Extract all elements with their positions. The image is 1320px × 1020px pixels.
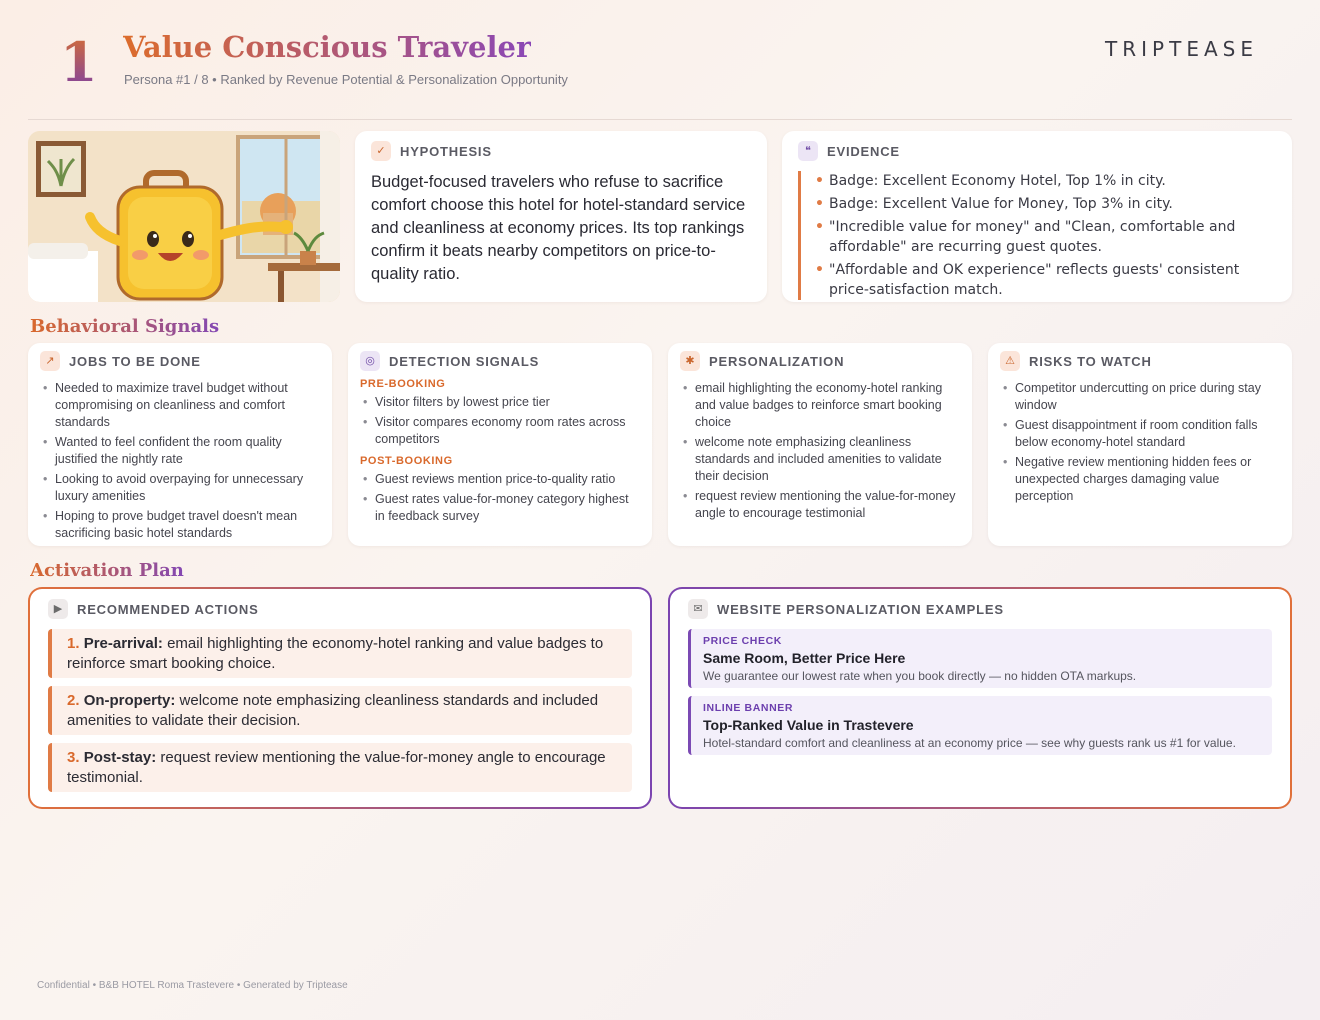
action-item <box>48 743 632 792</box>
evidence-item: • Badge: Excellent Economy Hotel, Top 1% in city. <box>815 171 1276 191</box>
header-divider <box>28 119 1292 120</box>
check-icon: ✓ <box>371 141 391 161</box>
action-item <box>48 686 632 735</box>
evidence-item: • Badge: Excellent Value for Money, Top 3% in city. <box>815 194 1276 214</box>
detection-signals-card <box>348 343 652 546</box>
risks-card <box>988 343 1292 546</box>
website-example <box>688 629 1272 688</box>
hypothesis-card <box>355 131 767 302</box>
page-subtitle: Persona #1 / 8 • Ranked by Revenue Potential & Personalization Opportunity <box>124 72 568 87</box>
risks-list <box>1000 380 1280 505</box>
website-example <box>688 696 1272 755</box>
evidence-card <box>782 131 1292 302</box>
list-item: • Looking to avoid overpaying for unnecessary luxury amenities <box>40 471 320 505</box>
brand-logo: TRIPTEASE <box>1105 37 1258 61</box>
post-booking-list <box>360 471 640 525</box>
pre-booking-label: PRE-BOOKING <box>360 378 446 390</box>
website-personalization-panel <box>668 587 1292 809</box>
example-title: Top-Ranked Value in Trastevere <box>703 717 914 733</box>
evidence-list <box>815 171 1276 300</box>
list-item: • Guest disappointment if room condition falls below economy-hotel standard <box>1000 417 1280 451</box>
action-text: request review mentioning the value-for-money angle to encourage testimonial. <box>67 749 606 786</box>
action-item <box>48 629 632 678</box>
pre-booking-list <box>360 394 640 448</box>
quote-icon: ❝ <box>798 141 818 161</box>
action-number: 2. <box>67 692 80 709</box>
target-icon: ◎ <box>360 351 380 371</box>
persona-illustration <box>28 131 340 302</box>
action-text: email highlighting the economy-hotel ranking and value badges to reinforce smart booking choice. <box>67 635 604 672</box>
example-description: We guarantee our lowest rate when you book directly — no hidden OTA markups. <box>703 669 1137 683</box>
hypothesis-title: HYPOTHESIS <box>400 143 492 159</box>
list-item: • Guest rates value-for-money category highest in feedback survey <box>360 491 640 525</box>
action-text: welcome note emphasizing cleanliness standards and included amenities to validate their decision. <box>67 692 599 729</box>
evidence-title: EVIDENCE <box>827 143 900 159</box>
jobs-to-be-done-card <box>28 343 332 546</box>
action-number: 3. <box>67 749 80 766</box>
list-item: • Competitor undercutting on price during stay window <box>1000 380 1280 414</box>
list-item: • Wanted to feel confident the room quality justified the nightly rate <box>40 434 320 468</box>
sparkle-icon: ✱ <box>680 351 700 371</box>
behavioral-signals-heading: Behavioral Signals <box>30 316 220 337</box>
list-item: • email highlighting the economy-hotel ranking and value badges to reinforce smart booking choice <box>680 380 960 431</box>
list-item: • Needed to maximize travel budget without compromising on cleanliness and comfort standards <box>40 380 320 431</box>
list-item: • Visitor filters by lowest price tier <box>360 394 640 411</box>
evidence-item: • "Affordable and OK experience" reflects guests' consistent price-satisfaction match. <box>815 260 1276 300</box>
action-key: Post-stay: <box>83 749 157 766</box>
recommended-actions-panel <box>28 587 652 809</box>
page-footer: Confidential • B&B HOTEL Roma Trastevere • Generated by Triptease <box>37 980 348 991</box>
post-booking-label: POST-BOOKING <box>360 455 453 467</box>
risks-title: RISKS TO WATCH <box>1029 353 1152 369</box>
jobs-list <box>40 380 320 542</box>
list-item: • Visitor compares economy room rates across competitors <box>360 414 640 448</box>
detection-title: DETECTION SIGNALS <box>389 353 540 369</box>
website-title: WEBSITE PERSONALIZATION EXAMPLES <box>717 601 1004 617</box>
jobs-title: JOBS TO BE DONE <box>69 353 201 369</box>
example-title: Same Room, Better Price Here <box>703 650 906 666</box>
list-item: • Hoping to prove budget travel doesn't mean sacrificing basic hotel standards <box>40 508 320 542</box>
list-item: • welcome note emphasizing cleanliness standards and included amenities to validate their decision <box>680 434 960 485</box>
action-number: 1. <box>67 635 80 652</box>
list-item: • request review mentioning the value-for-money angle to encourage testimonial <box>680 488 960 522</box>
hypothesis-text: Budget-focused travelers who refuse to sacrifice comfort choose this hotel for hotel-standard service and cleanliness at economy prices. Its top rankings confirm it beats nearby competitors on price-to-quality ratio. <box>371 173 746 283</box>
evidence-item: • "Incredible value for money" and "Clean, comfortable and affordable" are recurring guest quotes. <box>815 217 1276 257</box>
list-item: • Guest reviews mention price-to-quality ratio <box>360 471 640 488</box>
action-key: Pre-arrival: <box>83 635 163 652</box>
page-title: Value Conscious Traveler <box>123 30 532 64</box>
activation-plan-heading: Activation Plan <box>30 560 184 581</box>
suitcase-mascot-image <box>28 131 340 302</box>
play-icon: ▶ <box>48 599 68 619</box>
action-key: On-property: <box>83 692 176 709</box>
page-header <box>0 0 1320 120</box>
personalization-list <box>680 380 960 522</box>
envelope-icon: ✉ <box>688 599 708 619</box>
personalization-title: PERSONALIZATION <box>709 353 845 369</box>
example-tag: PRICE CHECK <box>703 635 782 647</box>
arrow-up-right-icon: ↗ <box>40 351 60 371</box>
list-item: • Negative review mentioning hidden fees or unexpected charges damaging value perception <box>1000 454 1280 505</box>
example-description: Hotel-standard comfort and cleanliness at an economy price — see why guests rank us #1 for value. <box>703 736 1236 750</box>
persona-number: 1 <box>60 30 98 94</box>
example-tag: INLINE BANNER <box>703 702 794 714</box>
actions-title: RECOMMENDED ACTIONS <box>77 601 259 617</box>
personalization-card <box>668 343 972 546</box>
warning-icon: ⚠ <box>1000 351 1020 371</box>
